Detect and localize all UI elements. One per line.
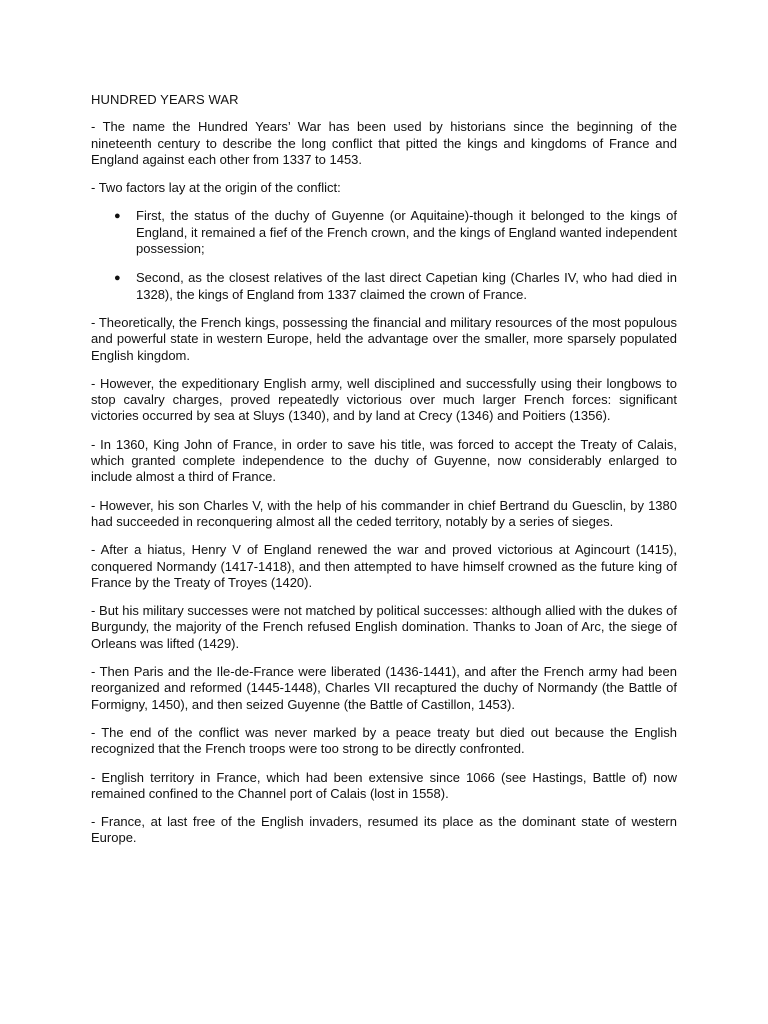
- body-paragraph: - France, at last free of the English invaders, resumed its place as the dominant state of western Europe.: [91, 814, 677, 846]
- factors-bullet-list: [91, 208, 677, 302]
- document-page: [91, 92, 677, 859]
- body-paragraph: - The end of the conflict was never marked by a peace treaty but died out because the English recognized that the French troops were too strong to be directly confronted.: [91, 724, 677, 757]
- bullet-text: Second, as the closest relatives of the last direct Capetian king (Charles IV, who had died in 1328), the kings of England from 1337 claimed the crown of France.: [136, 270, 677, 302]
- bullet-item: [91, 208, 677, 257]
- bullet-item: [91, 270, 677, 303]
- body-paragraph: - Theoretically, the French kings, possessing the financial and military resources of the most populous and powerful state in western Europe, held the advantage over the smaller, more sparsely populated English kingdom.: [91, 314, 677, 363]
- body-paragraph: - In 1360, King John of France, in order to save his title, was forced to accept the Treaty of Calais, which granted complete independence to the duchy of Guyenne, now considerably enlarged to include almost a third of France.: [91, 436, 677, 485]
- bullet-dot-icon: ●: [114, 272, 121, 285]
- body-paragraph: - After a hiatus, Henry V of England renewed the war and proved victorious at Agincourt (1415), conquered Normandy (1417-1418), and then attempted to have himself crowned as the future king of France by the Treaty of Troyes (1420).: [91, 542, 677, 590]
- bullet-dot-icon: ●: [114, 210, 121, 223]
- body-paragraph: - English territory in France, which had been extensive since 1066 (see Hastings, Battle of) now remained confined to the Channel port of Calais (lost in 1558).: [91, 769, 677, 801]
- document-title: HUNDRED YEARS WAR: [91, 92, 239, 107]
- body-paragraph: - But his military successes were not matched by political successes: although allied with the dukes of Burgundy, the majority of the French refused English domination. Thanks to Joan of Arc, the siege of Orleans was lifted (1429).: [91, 603, 677, 651]
- body-paragraph: - However, the expeditionary English army, well disciplined and successfully using their longbows to stop cavalry charges, proved repeatedly victorious over much larger French forces: significant victories occurred by sea at Sluys (1340), and by land at Crecy (1346) and Poitiers (1356).: [91, 375, 677, 424]
- intro-paragraph: - The name the Hundred Years’ War has been used by historians since the beginning of the nineteenth century to describe the long conflict that pitted the kings and kingdoms of France and England against each other from 1337 to 1453.: [91, 119, 677, 167]
- body-paragraph: - However, his son Charles V, with the help of his commander in chief Bertrand du Guesclin, by 1380 had succeeded in reconquering almost all the ceded territory, notably by a series of sieges.: [91, 497, 677, 529]
- body-paragraph: - Then Paris and the Ile-de-France were liberated (1436-1441), and after the French army had been reorganized and reformed (1445-1448), Charles VII recaptured the duchy of Normandy (the Battle of Formigny, 1450), and then seized Guyenne (the Battle of Castillon, 1453).: [91, 664, 677, 712]
- factors-lead-paragraph: - Two factors lay at the origin of the conflict:: [91, 180, 341, 196]
- bullet-text: First, the status of the duchy of Guyenne (or Aquitaine)-though it belonged to the kings of England, it remained a fief of the French crown, and the kings of England wanted independent possession;: [136, 208, 677, 257]
